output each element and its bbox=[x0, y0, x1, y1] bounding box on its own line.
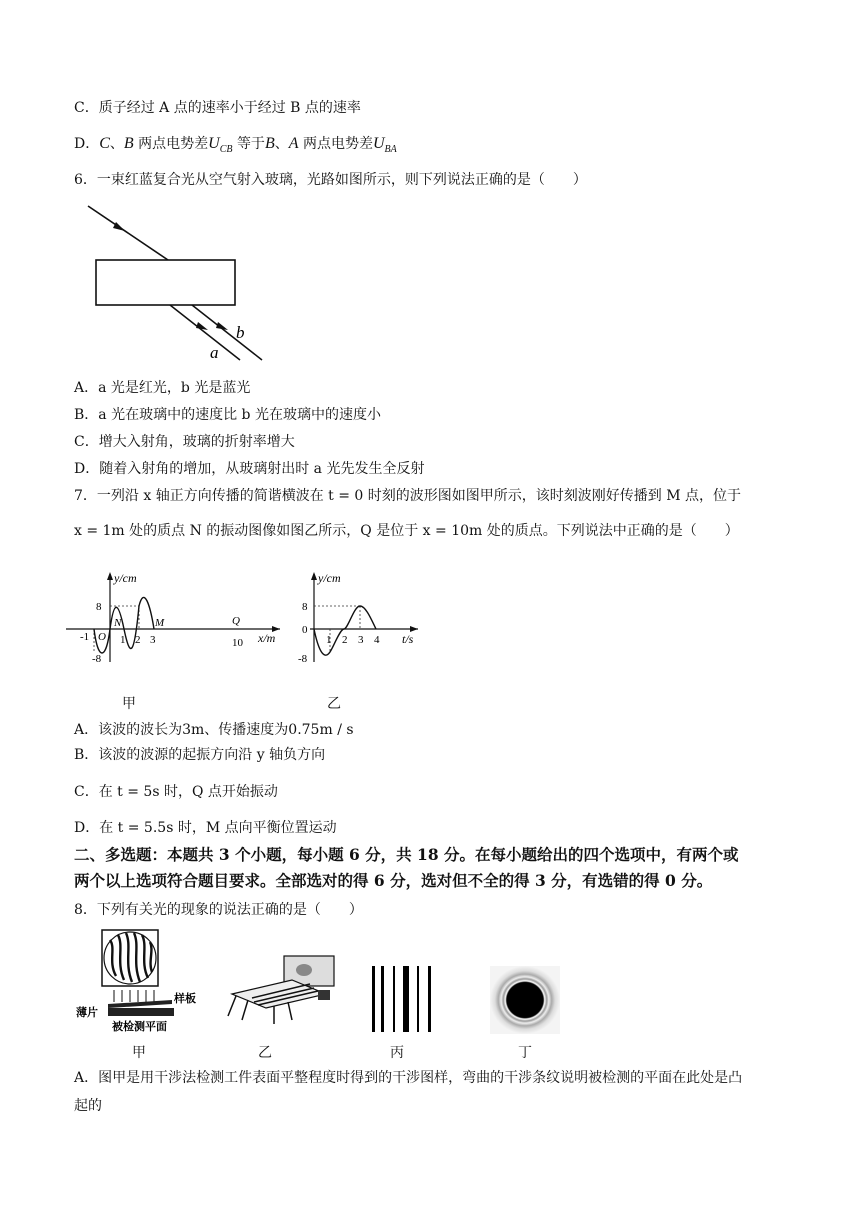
yi-tick-0: 0 bbox=[302, 624, 308, 636]
q6-option-a: A．a 光是红光，b 光是蓝光 bbox=[74, 380, 251, 396]
q8-caption-bing: 丙 bbox=[390, 1045, 404, 1061]
jia-origin: O bbox=[98, 631, 106, 643]
jia-tick-3: 3 bbox=[150, 634, 156, 646]
q6-option-c: C．增大入射角，玻璃的折射率增大 bbox=[74, 434, 295, 450]
q8-figure-ding-diffraction bbox=[490, 966, 560, 1034]
jia-tick-8: 8 bbox=[96, 601, 102, 613]
q8-caption-yi: 乙 bbox=[258, 1045, 272, 1061]
yi-tick-1: 1 bbox=[326, 634, 332, 646]
q5-option-c: C．质子经过 A 点的速率小于经过 B 点的速率 bbox=[74, 100, 361, 116]
stripe bbox=[393, 966, 395, 1032]
q7-stem-line2: x = 1m 处的质点 N 的振动图像如图乙所示，Q 是位于 x = 10m 处的质点。下列说法中正确的是（ ） bbox=[74, 523, 739, 539]
q7-caption-yi: 乙 bbox=[327, 696, 341, 712]
q6-option-b: B．a 光在玻璃中的速度比 b 光在玻璃中的速度小 bbox=[74, 407, 381, 423]
jia-point-Q: Q bbox=[232, 615, 240, 627]
q7-stem-line1: 7．一列沿 x 轴正方向传播的简谐横波在 t = 0 时刻的波形图如图甲所示，该时刻波刚好传播到 M 点，位于 bbox=[74, 488, 742, 504]
q7-option-b: B．该波的波源的起振方向沿 y 轴负方向 bbox=[74, 747, 326, 763]
q8-stem: 8．下列有关光的现象的说法正确的是（ ） bbox=[74, 902, 363, 918]
jia-tick-neg8: -8 bbox=[92, 653, 102, 665]
q8-caption-ding: 丁 bbox=[518, 1045, 532, 1061]
q5-option-d: D．C、B 两点电势差$U_{CB}$ 等于B、A 两点电势差$U_{BA}$ bbox=[74, 135, 397, 155]
q7-figure-jia-waveform bbox=[66, 566, 286, 666]
q7-option-d: D．在 t = 5.5s 时，M 点向平衡位置运动 bbox=[74, 820, 337, 836]
q8-figure-jia-interference-check bbox=[76, 928, 206, 1036]
jia-xlabel: x/m bbox=[258, 631, 276, 645]
q7-option-a: A．该波的波长为3m、传播速度为0.75m / s bbox=[74, 722, 354, 738]
jia-tick-2: 2 bbox=[135, 634, 141, 646]
q8-figure-yi-apparatus bbox=[222, 950, 340, 1034]
q7-caption-jia: 甲 bbox=[122, 696, 136, 712]
label-tested-surface: 被检测平面 bbox=[112, 1021, 167, 1033]
jia-tick-1: 1 bbox=[120, 634, 126, 646]
yi-tick-4: 4 bbox=[374, 634, 380, 646]
yi-tick-8: 8 bbox=[302, 601, 308, 613]
q8-option-a-line2: 起的 bbox=[74, 1098, 102, 1114]
ray-label-a: a bbox=[210, 343, 219, 362]
q8-caption-jia: 甲 bbox=[132, 1045, 146, 1061]
jia-tick-neg1: -1 bbox=[80, 631, 90, 643]
q6-stem: 6．一束红蓝复合光从空气射入玻璃，光路如图所示，则下列说法正确的是（ ） bbox=[74, 172, 587, 188]
section2-heading-line1: 二、多选题：本题共 3 个小题，每小题 6 分，共 18 分。在每小题给出的四个选项中，有两个或 bbox=[74, 845, 739, 864]
q7-figure-yi-vibration bbox=[296, 566, 426, 666]
q6-refraction-figure bbox=[80, 200, 270, 365]
label-thin-sheet: 薄片 bbox=[76, 1007, 98, 1019]
label-sample-plate: 样板 bbox=[174, 993, 196, 1005]
q6-option-d: D．随着入射角的增加，从玻璃射出时 a 光先发生全反射 bbox=[74, 461, 425, 477]
stripe bbox=[372, 966, 375, 1032]
yi-ylabel: y/cm bbox=[318, 571, 341, 585]
yi-tick-3: 3 bbox=[358, 634, 364, 646]
ray-label-b: b bbox=[236, 323, 245, 342]
jia-point-M: M bbox=[155, 617, 165, 629]
stripe bbox=[428, 966, 431, 1032]
yi-tick-neg8: -8 bbox=[298, 653, 308, 665]
stripe bbox=[403, 966, 409, 1032]
section2-heading-line2: 两个以上选项符合题目要求。全部选对的得 6 分，选对但不全的得 3 分，有选错的得 0 分。 bbox=[74, 871, 713, 890]
jia-ylabel: y/cm bbox=[114, 571, 137, 585]
q7-option-c: C．在 t = 5s 时，Q 点开始振动 bbox=[74, 784, 278, 800]
jia-point-N: N bbox=[114, 617, 122, 629]
stripe bbox=[417, 966, 419, 1032]
yi-xlabel: t/s bbox=[402, 632, 414, 646]
q8-figure-bing-stripes bbox=[370, 966, 436, 1032]
stripe bbox=[381, 966, 384, 1032]
jia-tick-10: 10 bbox=[232, 637, 243, 649]
yi-tick-2: 2 bbox=[342, 634, 348, 646]
q8-option-a-line1: A．图甲是用干涉法检测工件表面平整程度时得到的干涉图样，弯曲的干涉条纹说明被检测的平面在此处是凸 bbox=[74, 1070, 743, 1086]
